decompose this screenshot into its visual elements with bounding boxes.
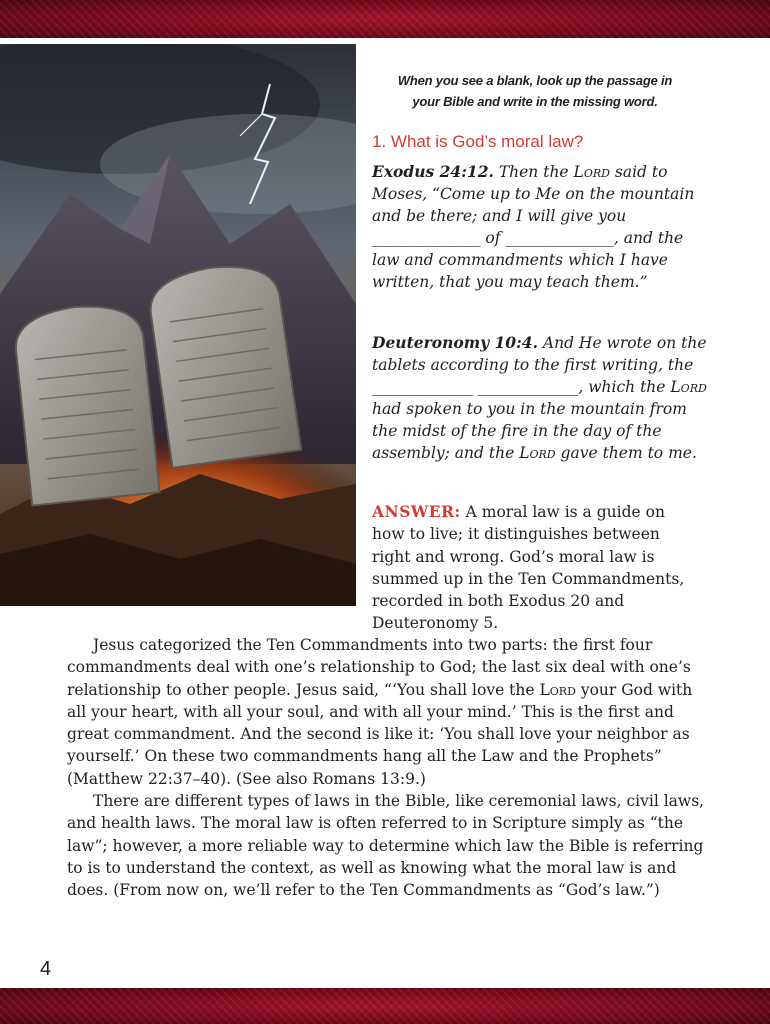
instruction-line-1: When you see a blank, look up the passage in [397, 73, 673, 88]
verse-reference: Exodus 24:12. [372, 162, 494, 181]
page-number: 4 [40, 958, 52, 980]
verse-text: And He wrote on the tablets according to the first writing, the _____________ _____________, which the [372, 334, 707, 396]
lord-small-caps: Lord [573, 163, 610, 181]
verse-reference: Deuteronomy 10:4. [372, 333, 538, 352]
instruction-line-2: your Bible and write in the missing word. [412, 94, 658, 109]
verse-text: said to Moses, “Come up to Me on the mountain and be there; and I will give you ______________ of ______________, and the law and commandments which I have written, that you may teach them.” [372, 163, 695, 291]
instruction-note [372, 70, 698, 112]
top-decorative-band [0, 0, 770, 38]
lord-small-caps: Lord [670, 378, 707, 396]
answer-text: A moral law is a guide on how to live; it distinguishes between right and wrong. God’s moral law is summed up in the Ten Commandments, recorded in both Exodus 20 and Deuteronomy 5. [372, 503, 685, 633]
verse-text: Then the [493, 163, 574, 181]
bottom-decorative-band [0, 988, 770, 1024]
stone-tablets-illustration [0, 44, 356, 606]
verse-text: gave them to me. [555, 444, 697, 462]
answer-label: ANSWER: [372, 502, 461, 521]
lord-small-caps: Lord [519, 444, 556, 462]
body-paragraph-1 [67, 634, 707, 790]
verse-text: had spoken to you in the mountain from the midst of the fire in the day of the assembly; and the [372, 400, 687, 462]
body-paragraph-2: There are different types of laws in the Bible, like ceremonial laws, civil laws, and health laws. The moral law is often referred to in Scripture simply as “the law”; however, a more reliable way to determine which law the Bible is referring to is to understand the context, as well as knowing what the moral law is and does. (From now on, we’ll refer to the Ten Commandments as “God’s law.”) [67, 792, 705, 900]
paragraph-text: Jesus categorized the Ten Commandments into two parts: the first four commandments deal with one’s relationship to God; the last six deal with one’s relationship to other people. Jesus said, “‘You shall love the [67, 636, 691, 699]
verse-exodus [372, 161, 712, 293]
verse-deuteronomy [372, 332, 712, 464]
answer-block [372, 501, 692, 635]
paragraph-text: your God with all your heart, with all your soul, and with all your mind.’ This is the first and great commandment. And the second is like it: ‘You shall love your neighbor as yourself.’ On these two commandments hang all the Law and the Prophets” (Matthew 22:37–40). (See also Romans 13:9.) [67, 680, 693, 788]
body-text [67, 634, 707, 902]
lord-small-caps: Lord [539, 680, 576, 699]
question-heading: 1. What is God’s moral law? [372, 132, 584, 151]
